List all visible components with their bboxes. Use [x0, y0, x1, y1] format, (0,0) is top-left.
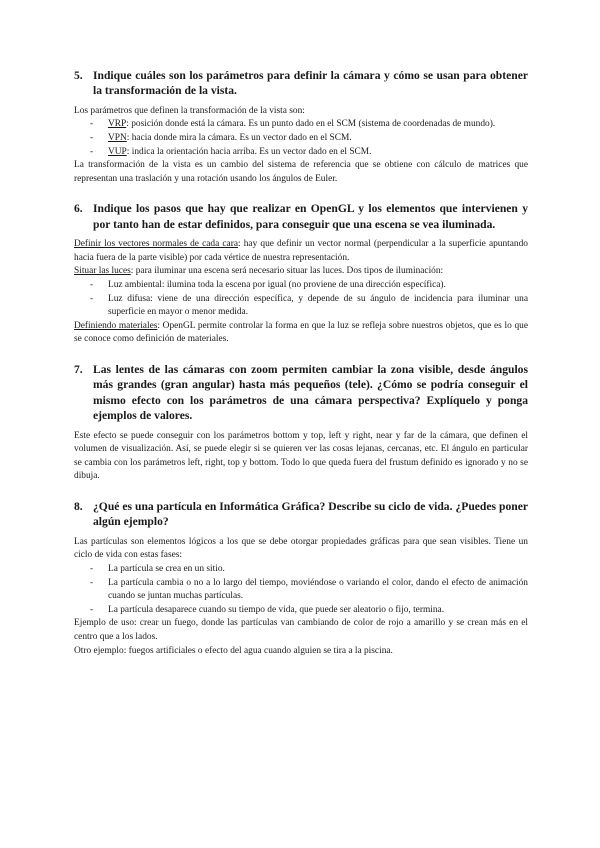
- question-number: 5.: [74, 69, 83, 82]
- section-5: [74, 68, 528, 186]
- section-7: [74, 362, 528, 484]
- paragraph: [74, 238, 528, 265]
- question-number: 8.: [74, 499, 83, 513]
- paragraph: La transformación de la vista es un cambio del sistema de referencia que se obtiene con cálculo de matrices que representan una traslación y una rotación usando los ángulos de Euler.: [74, 160, 528, 184]
- paragraph: Otro ejemplo: fuegos artificiales o efecto del agua cuando alguien se tira a la piscina.: [74, 645, 393, 656]
- term-materiales: Definiendo materiales: [74, 320, 158, 331]
- item-text: La partícula desaparece cuando su tiempo de vida, que puede ser aleatorio o fijo, termina.: [108, 604, 445, 615]
- question-heading: [74, 499, 528, 530]
- item-text: Luz difusa: viene de una dirección específica, y depende de su ángulo de incidencia para iluminar una superficie en mayor o menor medida.: [108, 293, 528, 318]
- list-item: - VUP: indica la orientación hacia arriba. Es un vector dado en el SCM.: [90, 146, 372, 157]
- item-text: : posición donde está la cámara. Es un punto dado en el SCM (sistema de coordenadas de mundo).: [126, 119, 496, 130]
- term-vrp: VRP: [108, 119, 127, 130]
- paragraph-text: : para iluminar una escena será necesario situar las luces. Dos tipos de iluminación:: [130, 266, 444, 277]
- paragraph: [74, 265, 528, 279]
- document-page: [74, 68, 528, 673]
- paragraph-text: : OpenGL permite controlar la forma en que la luz se refleja sobre nuestros objetos, que es lo que se conoce como definición de materiales.: [74, 320, 528, 345]
- term-normales: Definir los vectores normales de cada cara: [74, 239, 238, 250]
- question-heading: [74, 68, 528, 99]
- paragraph: Los parámetros que definen la transformación de la vista son:: [74, 105, 305, 116]
- list-item: - Luz difusa: viene de una dirección específica, y depende de su ángulo de incidencia para iluminar una superficie en mayor o menor medida.: [90, 293, 528, 318]
- item-text: : hacia donde mira la cámara. Es un vector dado en el SCM.: [126, 133, 352, 143]
- item-text: Luz ambiental: ilumina toda la escena por igual (no proviene de una dirección específica).: [108, 279, 446, 290]
- term-luces: Situar las luces: [74, 266, 131, 277]
- question-heading: [74, 362, 528, 424]
- list-item: - VRP: posición donde está la cámara. Es un punto dado en el SCM (sistema de coordenadas de mundo).: [90, 119, 496, 130]
- list-item: - La partícula cambia o no a lo largo del tiempo, moviéndose o variando el color, dando el efecto de animación cuando se juntan muchas partículas.: [90, 577, 528, 602]
- item-text: La partícula cambia o no a lo largo del tiempo, moviéndose o variando el color, dando el efecto de animación cuando se juntan muchas partículas.: [108, 577, 528, 602]
- item-text: : indica la orientación hacia arriba. Es un vector dado en el SCM.: [126, 146, 372, 157]
- question-heading: [74, 201, 528, 232]
- question-number: 7.: [74, 362, 83, 376]
- list-item: - VPN: hacia donde mira la cámara. Es un vector dado en el SCM.: [90, 133, 352, 143]
- item-text: La partícula se crea en un sitio.: [108, 563, 225, 574]
- list-item: - La partícula se crea en un sitio.: [90, 563, 225, 574]
- term-vpn: VPN: [108, 133, 127, 143]
- question-text: Indique cuáles son los parámetros para definir la cámara y cómo se usan para obtener la transformación de la vista.: [93, 69, 528, 98]
- question-text: Indique los pasos que hay que realizar en OpenGL y los elementos que intervienen y por tanto han de estar definidos, para conseguir que una escena se vea iluminada.: [93, 202, 528, 231]
- bullet-list: [74, 563, 528, 617]
- bullet-list: [74, 279, 528, 320]
- paragraph-text: : hay que definir un vector normal (perpendicular a la superficie apuntando hacia fuera de la parte visible) por cada vértice de nuestra representación.: [74, 239, 528, 263]
- paragraph: Este efecto se puede conseguir con los parámetros bottom y top, left y right, near y far de la cámara, que definen el volumen de visualización. Así, se puede elegir si se quieren ver las cosas lejanas, cercanas, etc. El ángulo en particular se cambia con los parámetros left, right, top y bottom. Todo lo que queda fuera del frustum definido es ignorado y no se dibuja.: [74, 430, 528, 482]
- paragraph: [74, 320, 528, 347]
- bullet-list: [74, 118, 528, 159]
- section-6: [74, 201, 528, 347]
- paragraph: Las partículas son elementos lógicos a los que se debe otorgar propiedades gráficas para que sean visibles. Tiene un ciclo de vida con estas fases:: [74, 536, 528, 561]
- section-8: [74, 499, 528, 658]
- question-number: 6.: [74, 202, 83, 216]
- term-vup: VUP: [108, 146, 127, 157]
- question-text: ¿Qué es una partícula en Informática Gráfica? Describe su ciclo de vida. ¿Puedes poner algún ejemplo?: [93, 499, 528, 529]
- question-text: Las lentes de las cámaras con zoom permiten cambiar la zona visible, desde ángulos más grandes (gran angular) hasta más pequeños (tele). ¿Cómo se podría conseguir el mismo efecto con los parámetros de una cámara perspectiva? Explíquelo y ponga ejemplos de valores.: [93, 362, 528, 423]
- list-item: - La partícula desaparece cuando su tiempo de vida, que puede ser aleatorio o fijo, termina.: [90, 604, 445, 615]
- paragraph: Ejemplo de uso: crear un fuego, donde las partículas van cambiando de color de rojo a amarillo y se crean más en el centro que a los lados.: [74, 618, 528, 642]
- list-item: - Luz ambiental: ilumina toda la escena por igual (no proviene de una dirección específica).: [90, 279, 446, 290]
